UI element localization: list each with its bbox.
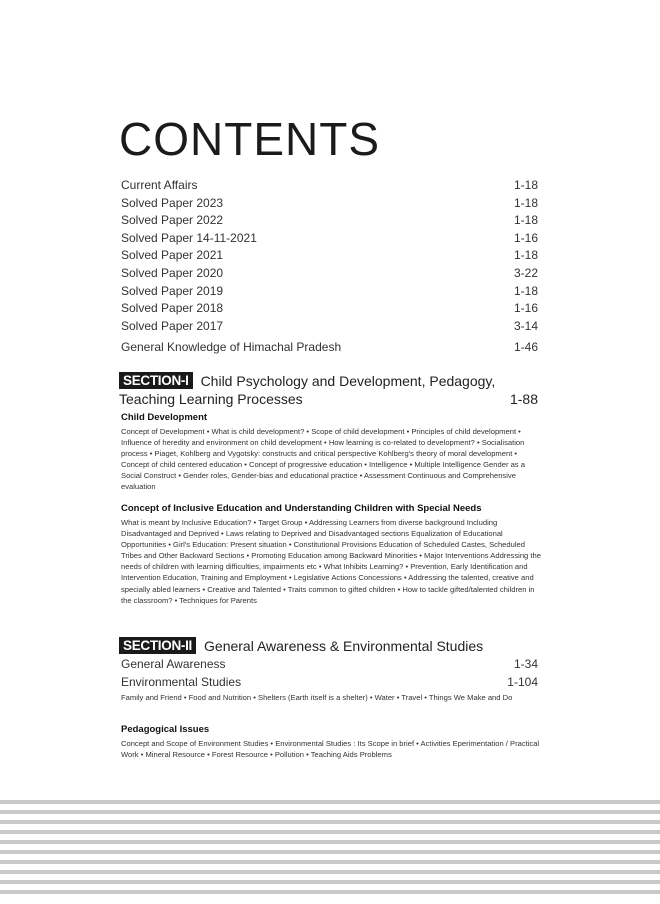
toc-list	[121, 177, 538, 357]
toc-row	[121, 230, 538, 248]
section-2-title: General Awareness & Environmental Studies	[204, 637, 484, 654]
toc-pages: 3-14	[513, 318, 538, 333]
stripe	[0, 810, 660, 814]
section-1-badge: SECTION-I	[119, 372, 193, 389]
toc-label: Solved Paper 2017	[121, 318, 224, 333]
child-development-heading: Child Development	[121, 412, 208, 423]
stripe	[0, 870, 660, 874]
toc-label: General Knowledge of Himachal Pradesh	[121, 340, 342, 355]
toc-pages: 1-46	[513, 340, 538, 355]
toc-label: Solved Paper 2020	[121, 265, 224, 280]
toc-label: Solved Paper 2022	[121, 213, 224, 228]
toc-label: Current Affairs	[121, 178, 198, 192]
environmental-studies-pages: 1-104	[507, 675, 538, 689]
toc-pages: 1-18	[513, 213, 538, 228]
toc-row	[121, 195, 538, 213]
stripe	[0, 830, 660, 834]
section-2-title-line	[119, 637, 538, 654]
environmental-studies-row	[121, 675, 538, 689]
toc-row	[121, 247, 538, 265]
toc-label: Solved Paper 2019	[121, 283, 224, 298]
general-awareness-pages: 1-34	[513, 657, 538, 671]
child-development-text: Concept of Development • What is child development? • Scope of child development • Principles of child development • Influence of heredity and environment on child development • How learning is co-related to development? • Socialisation process • Piaget, Kohlberg and Vygotsky: constructs and critical perspective Kohlberg's theory of moral development • Concept of child centered education • Concept of progressive education • Intelligence • Multiple Intelligence Gender as a Social Construct • Gender roles, Gender-bias and educational practice • Assessment Continuous and Comprehensive evaluation	[121, 427, 525, 492]
stripe	[0, 850, 660, 854]
section-1-pages: 1-88	[509, 391, 538, 407]
section-1-header	[119, 372, 538, 407]
toc-pages: 3-22	[513, 265, 538, 280]
toc-row	[121, 177, 538, 195]
toc-pages: 1-16	[513, 301, 538, 316]
page-title: CONTENTS	[119, 113, 380, 165]
toc-pages: 1-16	[513, 230, 538, 245]
general-awareness-label: General Awareness	[121, 657, 226, 671]
decorative-stripes	[0, 800, 660, 904]
toc-label: Solved Paper 2023	[121, 195, 224, 210]
inclusive-education-text: What is meant by Inclusive Education? • Target Group • Addressing Learners from diverse background Including Disadvantaged and Deprived • Laws relating to Deprived and Disadvantaged sections Equalization of Educational Opportunities • Girl's Education: Present situation • Constitutional Provisions Education of Scheduled Castes, Scheduled Tribes and Other Backward Sections • Promoting Education among Backward Minorities • Major Interventions Addressing the needs of children with learning difficulties, impairments etc • What Inhibits Learning? • Prevention, Early Identification and Intervention Education, Training and Employment • Legislative Actions Concessions • Addressing the talented, creative and specially abled learners • Creative and Talented • Traits common to gifted children • How to tackle gifted/talented children in the classroom? • Techniques for Parents	[121, 518, 541, 605]
section-1-title-line2: Teaching Learning Processes	[119, 391, 303, 407]
pedagogical-issues-heading: Pedagogical Issues	[121, 724, 210, 735]
toc-label: Solved Paper 14-11-2021	[121, 230, 257, 245]
stripe	[0, 860, 660, 864]
toc-row	[121, 265, 538, 283]
environmental-studies-label: Environmental Studies	[121, 675, 242, 689]
section-1-title-line1: Child Psychology and Development, Pedagogy,	[200, 372, 496, 389]
section-2-header	[119, 637, 538, 654]
toc-row	[121, 339, 538, 357]
pedagogical-issues-text: Concept and Scope of Environment Studies • Environmental Studies : Its Scope in brief • Activities Eperimentation / Practical Work • Mineral Resource • Forest Resource • Pollution • Teaching Aids Problems	[121, 739, 540, 760]
general-awareness-row	[121, 657, 538, 671]
toc-row	[121, 283, 538, 301]
stripe	[0, 800, 660, 804]
toc-pages: 1-18	[513, 195, 538, 210]
toc-label: Solved Paper 2021	[121, 248, 224, 263]
stripe	[0, 880, 660, 884]
toc-row	[121, 300, 538, 318]
environmental-studies-text: Family and Friend • Food and Nutrition • Shelters (Earth itself is a shelter) • Water • Travel • Things We Make and Do	[121, 693, 513, 702]
toc-label: Solved Paper 2018	[121, 301, 224, 316]
section-1-title-line-2	[119, 391, 538, 407]
toc-pages: 1-18	[513, 248, 538, 263]
section-1-title-line	[119, 372, 538, 389]
stripe	[0, 820, 660, 824]
toc-pages: 1-18	[513, 283, 538, 298]
stripe	[0, 890, 660, 894]
toc-row	[121, 212, 538, 230]
stripe	[0, 840, 660, 844]
section-2-badge: SECTION-II	[119, 637, 196, 654]
toc-row	[121, 318, 538, 336]
inclusive-education-heading: Concept of Inclusive Education and Understanding Children with Special Needs	[121, 503, 482, 514]
toc-pages: 1-18	[513, 178, 538, 192]
